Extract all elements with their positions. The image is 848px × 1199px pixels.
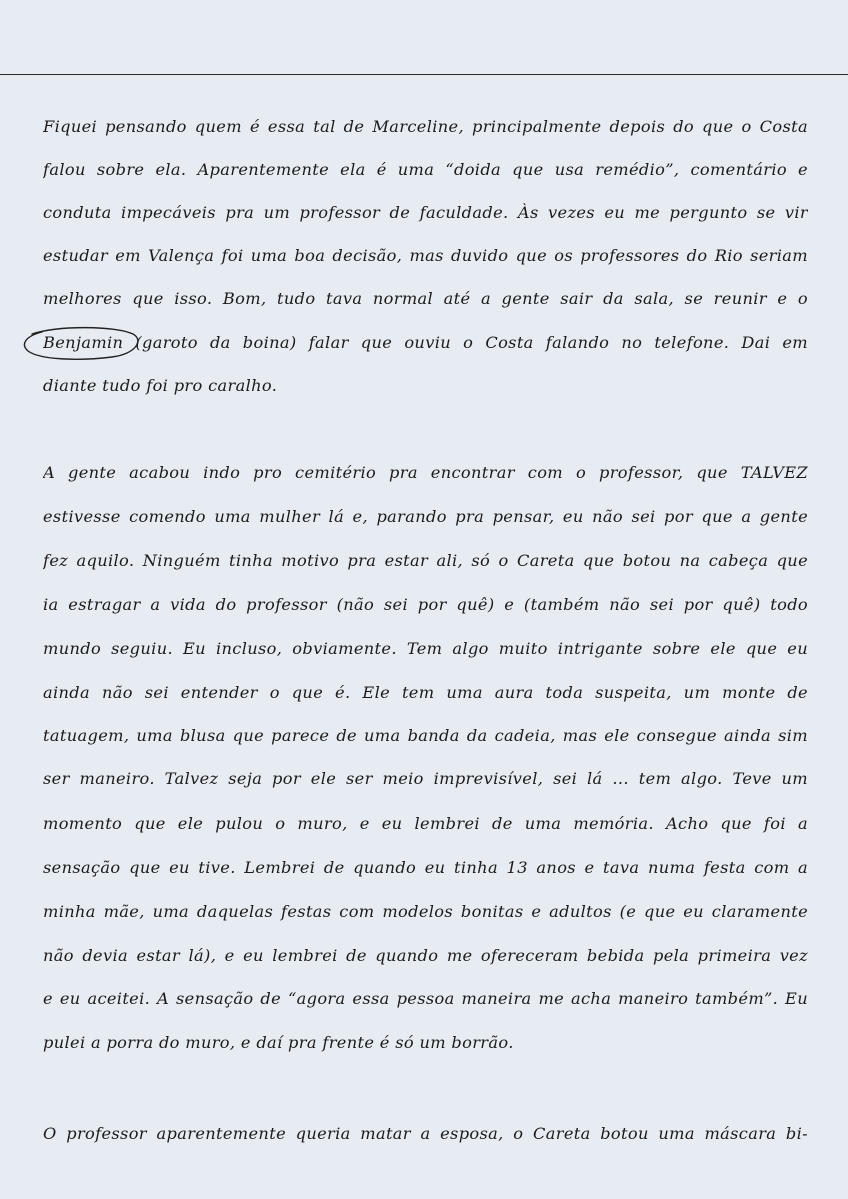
p2-line-8: ser maneiro. Talvez seja por ele ser meio imprevisível, sei lá ... tem algo. Teve um [43,769,808,788]
top-divider [0,74,848,75]
p2-line-11: minha mãe, uma daquelas festas com modelos bonitas e adultos (e que eu claramente [43,902,808,921]
p1-line-6-rest: (garoto da boina) falar que ouviu o Costa falando no telefone. Dai em [135,333,808,352]
p2-line-14: pulei a porra do muro, e daí pra frente é só um borrão. [43,1033,514,1052]
p2-line-5: mundo seguiu. Eu incluso, obviamente. Tem algo muito intrigante sobre ele que eu [43,639,808,658]
hand-drawn-circle [20,324,142,362]
circled-name: Benjamin [43,333,124,352]
p2-line-9: momento que ele pulou o muro, e eu lembrei de uma memória. Acho que foi a [43,814,808,833]
p2-line-3: fez aquilo. Ninguém tinha motivo pra estar ali, só o Careta que botou na cabeça que [43,551,808,570]
p2-line-4: ia estragar a vida do professor (não sei por quê) e (também não sei por quê) todo [43,595,808,614]
p2-line-12: não devia estar lá), e eu lembrei de quando me ofereceram bebida pela primeira vez [43,946,808,965]
p1-line-5: melhores que isso. Bom, tudo tava normal até a gente sair da sala, se reunir e o [43,289,808,308]
p1-line-6 [43,332,808,354]
p3-line-1: O professor aparentemente queria matar a esposa, o Careta botou uma máscara bi- [43,1124,808,1143]
p2-line-7: tatuagem, uma blusa que parece de uma banda da cadeia, mas ele consegue ainda sim [43,726,808,745]
p1-line-1: Fiquei pensando quem é essa tal de Marceline, principalmente depois do que o Costa [43,117,808,136]
p2-line-6: ainda não sei entender o que é. Ele tem uma aura toda suspeita, um monte de [43,683,808,702]
p2-line-2: estivesse comendo uma mulher lá e, parando pra pensar, eu não sei por que a gente [43,507,808,526]
p1-line-4: estudar em Valença foi uma boa decisão, mas duvido que os professores do Rio seriam [43,246,808,265]
p2-line-10: sensação que eu tive. Lembrei de quando eu tinha 13 anos e tava numa festa com a [43,858,808,877]
p2-line-13: e eu aceitei. A sensação de “agora essa pessoa maneira me acha maneiro também”. Eu [43,989,808,1008]
p1-line-2: falou sobre ela. Aparentemente ela é uma “doida que usa remédio”, comentário e [43,160,808,179]
p1-line-3: conduta impecáveis pra um professor de faculdade. Às vezes eu me pergunto se vir [43,203,808,222]
p2-line-1: A gente acabou indo pro cemitério pra encontrar com o professor, que TALVEZ [43,463,808,482]
p1-line-7: diante tudo foi pro caralho. [43,376,278,395]
